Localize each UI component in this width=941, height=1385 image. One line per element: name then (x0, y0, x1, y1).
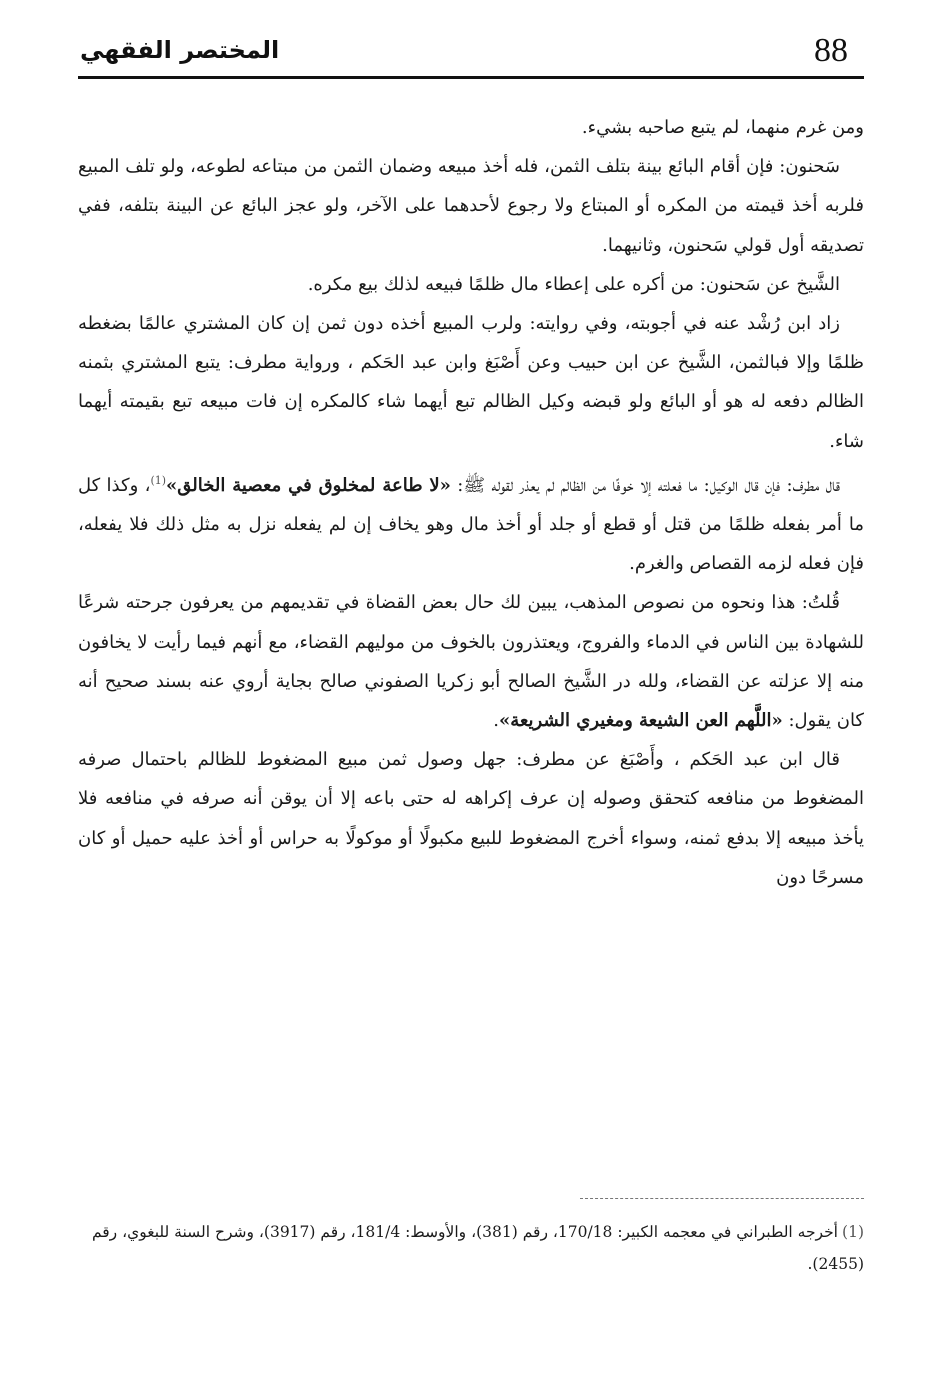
paragraph (78, 461, 864, 584)
emphasized-quote: «اللَّهم العن الشيعة ومغيري الشريعة» (498, 710, 783, 732)
footnotes (78, 1216, 864, 1280)
paragraph-text: قُلتُ: هذا ونحوه من نصوص المذهب، يبين لك حال بعض القضاة في تقديمهم من يعرفون جرحته شرعًا للشهادة بين الناس في الدماء والفروج، ويعتذرون بالخوف من موليهم القضاء، مع أنهم فيما رأيت لا يخافون منه إلا عزلته عن القضاء، ولله در الشَّيخ الصالح أبو زكريا الصفوني صالح بجاية أروي عنه بسند صحيح أنه كان يقول: (78, 592, 864, 732)
paragraph-end: . (493, 710, 499, 732)
paragraph: الشَّيخ عن سَحنون: من أكره على إعطاء مال ظلمًا فبيعه لذلك بيع مكره. (307, 273, 840, 295)
page-header (78, 28, 864, 74)
footnote-number: (1) (842, 1223, 864, 1241)
page-number: 88 (814, 32, 848, 69)
paragraph: قال ابن عبد الحَكم ، وأَصْبَغ عن مطرف: جهل وصول ثمن مبيع المضغوط للظالم باحتمال صرفه المضغوط من منافعه كتحقق وصوله إن عرف إكراهه له حتى باعه إلا أن يوقن أنه صرفه في منافعه فلا يأخذ مبيعه إلا بدفع ثمنه، وسواء أخرج المضغوط للبيع مكبولًا أو موكولًا به حراس أو أخذ عليه حميل أو كان مسرحًا دون (78, 749, 864, 888)
footnote (78, 1216, 864, 1280)
paragraph: ومن غرم منهما، لم يتبع صاحبه بشيء. (581, 117, 864, 138)
header-rule (78, 76, 864, 79)
footnote-text: أخرجه الطبراني في معجمه الكبير: 170/18، رقم (381)، والأوسط: 181/4، رقم (3917)، وشرح السنة للبغوي، رقم (2455). (91, 1223, 864, 1273)
paragraph-intro: قال مطرف: فإن قال الوكيل: ما فعلته إلا خوفًا من الظالم لم يعذر لقوله ﷺ: (450, 474, 840, 496)
book-title: المختصر الفقهي (80, 36, 280, 64)
hadith-quote: «لا طاعة لمخلوق في معصية الخالق» (166, 474, 451, 496)
paragraph-continuation: ، وكذا كل ما أمر بفعله ظلمًا من قتل أو قطع أو جلد أو أخذ مال وهو يخاف إن لم يفعله نزل به مثل ذلك فلا يفعله، فإن فعله لزمه القصاص والغرم. (78, 474, 864, 575)
paragraph: سَحنون: فإن أقام البائع بينة بتلف الثمن، فله أخذ مبيعه وضمان الثمن من مبتاعه لطوعه، ولو تلف المبيع فلربه أخذ قيمته من المكره أو المبتاع ولا رجوع لأحدهما على الآخر، ولو عجز البائع عن البينة بتلفه، ففي تصديقه أول قولي سَحنون، وثانيهما. (78, 156, 864, 256)
footnote-rule (580, 1198, 864, 1199)
paragraph (78, 583, 864, 740)
paragraph: زاد ابن رُشْد عنه في أجوبته، وفي روايته: ولرب المبيع أخذه دون ثمن إن كان المشتري عالمًا بضغطه ظلمًا وإلا فبالثمن، الشَّيخ عن ابن حبيب وعن أَصْبَغ وابن عبد الحَكم ، ورواية مطرف: يتبع المشتري بثمنه الظالم دفعه له هو أو البائع ولو قبضه وكيل الظالم تبع أيهما شاء كالمكره إن فات مبيعه تبع بقيمته أيهما شاء. (78, 313, 864, 452)
footnote-reference[interactable]: (1) (150, 473, 167, 487)
body-text (78, 108, 864, 897)
